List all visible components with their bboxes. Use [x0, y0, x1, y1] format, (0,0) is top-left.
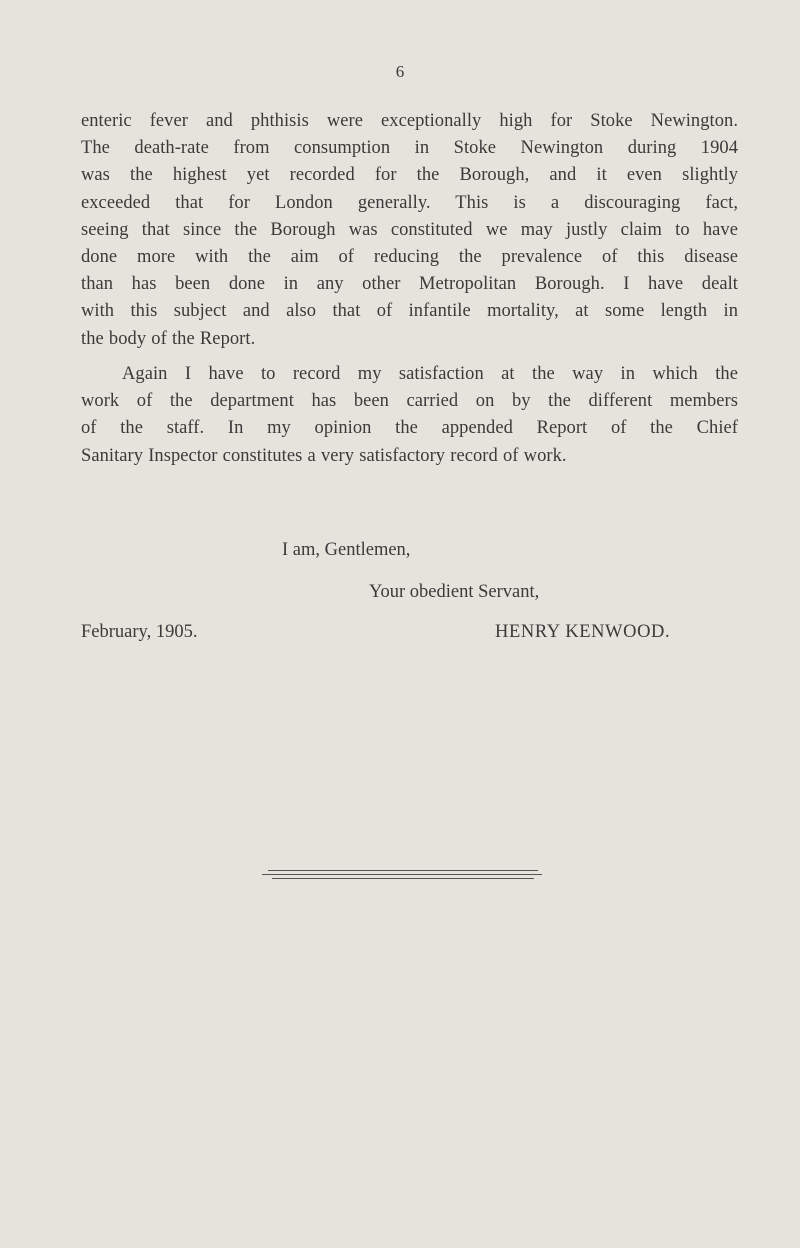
paragraph-1-line: was the highest yet recorded for the Borough, and it even slightly	[81, 165, 738, 186]
letter-date: February, 1905.	[81, 622, 198, 642]
paragraph-1-line: than has been done in any other Metropolitan Borough. I have dealt	[81, 274, 738, 295]
paragraph-1-line: seeing that since the Borough was constituted we may justly claim to have	[81, 219, 738, 240]
paragraph-1-line: enteric fever and phthisis were exceptionally high for Stoke Newington.	[81, 111, 738, 131]
closing-valediction: Your obedient Servant,	[369, 582, 540, 602]
paragraph-1	[81, 108, 738, 353]
paragraph-1-line: the body of the Report.	[81, 328, 256, 349]
paragraph-2	[81, 361, 738, 470]
paragraph-2-line: work of the department has been carried on by the different members	[81, 391, 738, 412]
paragraph-1-line: with this subject and also that of infantile mortality, at some length in	[81, 301, 738, 322]
paragraph-1-line: exceeded that for London generally. This is a discouraging fact,	[81, 192, 738, 213]
signature: HENRY KENWOOD.	[495, 622, 671, 642]
closing-salutation: I am, Gentlemen,	[282, 540, 411, 560]
decorative-rule	[272, 878, 534, 879]
decorative-rule	[268, 870, 538, 871]
paragraph-1-line: The death-rate from consumption in Stoke Newington during 1904	[81, 138, 738, 159]
decorative-rule	[262, 874, 542, 875]
paragraph-2-line: of the staff. In my opinion the appended Report of the Chief	[81, 418, 738, 439]
paragraph-1-line: done more with the aim of reducing the prevalence of this disease	[81, 247, 738, 268]
paragraph-2-line: Again I have to record my satisfaction at the way in which the	[122, 364, 738, 384]
paragraph-2-line: Sanitary Inspector constitutes a very satisfactory record of work.	[81, 445, 567, 466]
page-number: 6	[395, 62, 405, 81]
